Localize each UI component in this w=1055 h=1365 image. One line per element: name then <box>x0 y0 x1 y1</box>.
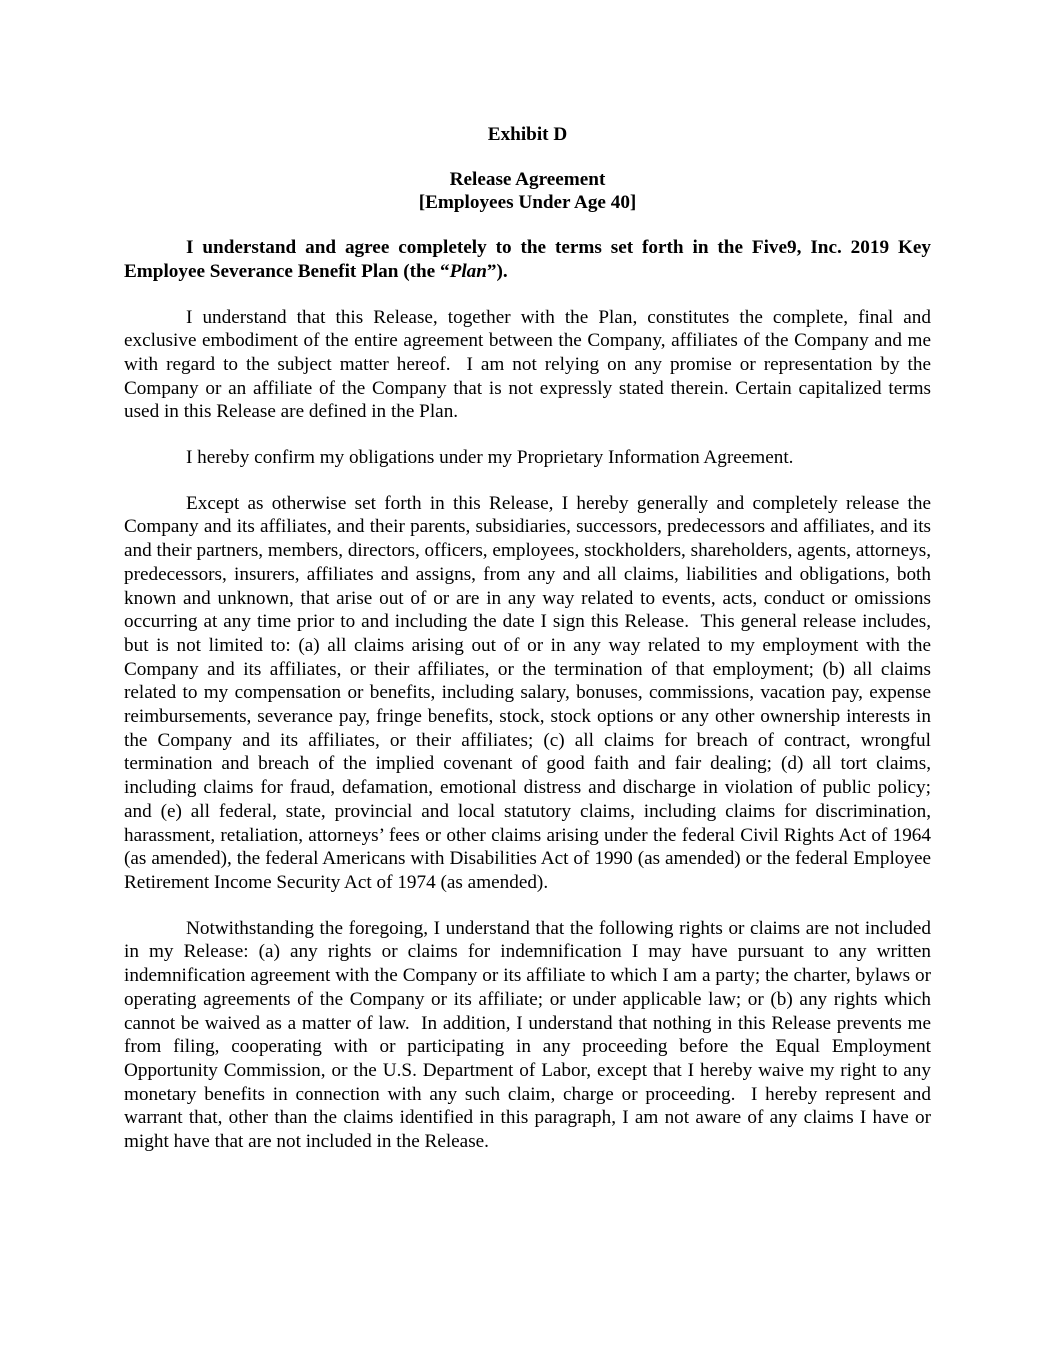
paragraph-entire-agreement: I understand that this Release, together with the Plan, constitutes the complete, final and exclusive embodiment of the entire agreement between the Company, affiliates of the Company and me with regard to the subject matter hereof. I am not relying on any promise or representation by the Company or an affiliate of the Company that is not expressly stated therein. Certain capitalized terms used in this Release are defined in the Plan. <box>124 306 931 423</box>
paragraph-general-release: Except as otherwise set forth in this Release, I hereby generally and completely release the Company and its affiliates, and their parents, subsidiaries, successors, predecessors and affiliates, and its and their partners, members, directors, officers, employees, stockholders, shareholders, agents, attorneys, predecessors, insurers, affiliates and assigns, from any and all claims, liabilities and obligations, both known and unknown, that arise out of or are in any way related to events, acts, conduct or omissions occurring at any time prior to and including the date I sign this Release. This general release includes, but is not limited to: (a) all claims arising out of or in any way related to my employment with the Company and its affiliates, or their affiliates, or the termination of that employment; (b) all claims related to my compensation or benefits, including salary, bonuses, commissions, vacation pay, expense reimbursements, severance pay, fringe benefits, stock, stock options or any other ownership interests in the Company and its affiliates, or their affiliates; (c) all claims for breach of contract, wrongful termination and breach of the implied covenant of good faith and fair dealing; (d) all tort claims, including claims for fraud, defamation, emotional distress and discharge in violation of public policy; and (e) all federal, state, provincial and local statutory claims, including claims for discrimination, harassment, retaliation, attorneys’ fees or other claims arising under the federal Civil Rights Act of 1964 (as amended), the federal Americans with Disabilities Act of 1990 (as amended) or the federal Employee Retirement Income Security Act of 1974 (as amended). <box>124 492 931 893</box>
exhibit-label: Exhibit D <box>487 124 568 145</box>
paragraph-proprietary-information: I hereby confirm my obligations under my Proprietary Information Agreement. <box>186 447 794 469</box>
document-title-block <box>124 168 931 215</box>
intro-text-after: ”). <box>486 260 508 282</box>
intro-text-before: I understand and agree completely to the terms set forth in the Five9, Inc. 2019 Key Employee Severance Benefit Plan (the “ <box>124 237 931 282</box>
document-page <box>124 123 931 1176</box>
paragraph-excluded-claims: Notwithstanding the foregoing, I understand that the following rights or claims are not included in my Release: (a) any rights or claims for indemnification I may have pursuant to any written indemnification agreement with the Company or its affiliate to which I am a party; the charter, bylaws or operating agreements of the Company or its affiliate; or under applicable law; or (b) any rights which cannot be waived as a matter of law. In addition, I understand that nothing in this Release prevents me from filing, cooperating with or participating in any proceeding before the Equal Employment Opportunity Commission, or the U.S. Department of Labor, except that I hereby waive my right to any monetary benefits in connection with any such claim, charge or proceeding. I hereby represent and warrant that, other than the claims identified in this paragraph, I am not aware of any claims I have or might have that are not included in the Release. <box>124 917 931 1153</box>
document-subtitle: [Employees Under Age 40] <box>418 192 637 214</box>
intro-paragraph <box>124 236 931 283</box>
document-title: Release Agreement <box>449 168 606 190</box>
plan-defined-term: Plan <box>449 260 487 282</box>
